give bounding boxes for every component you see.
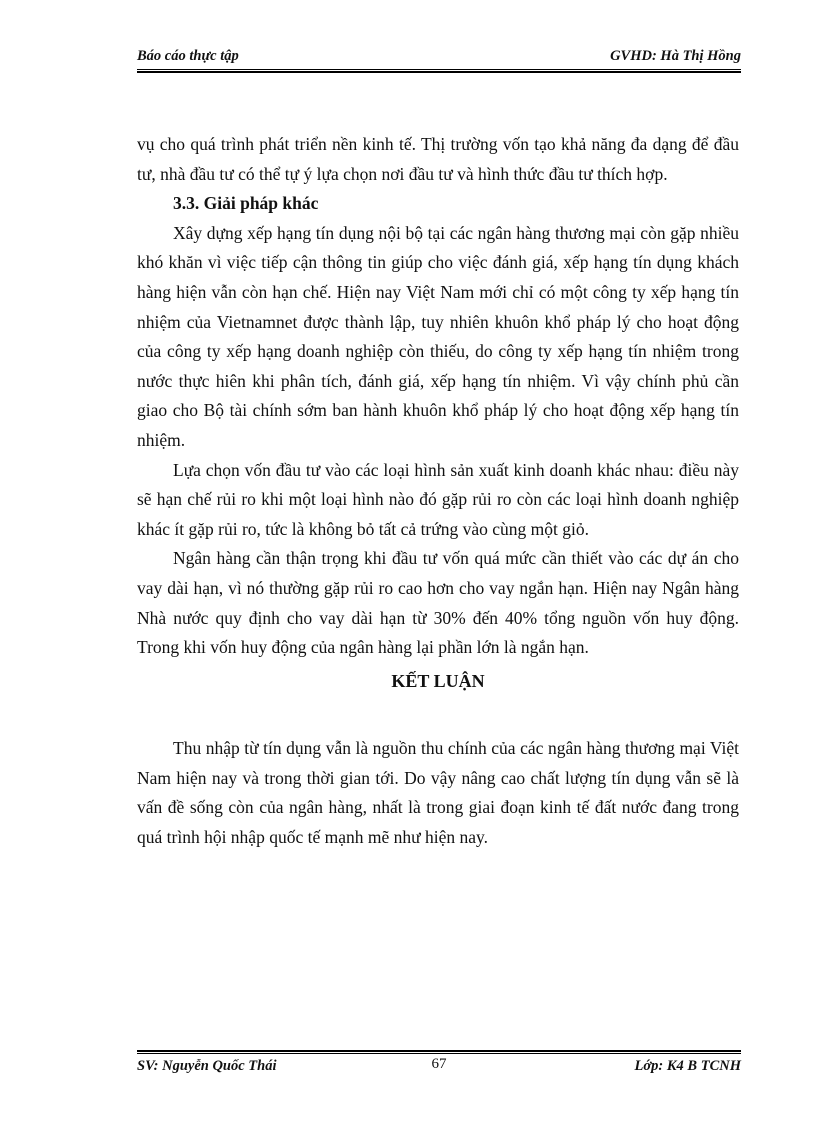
header-supervisor: GVHD: Hà Thị Hồng xyxy=(610,48,741,64)
paragraph-credit-rating: Xây dựng xếp hạng tín dụng nội bộ tại các ngân hàng thương mại còn gặp nhiều khó khăn vì việc tiếp cận thông tin giúp cho việc đánh giá, xếp hạng tín dụng khách hàng hiện vẫn còn hạn chế. Hiện nay Việt Nam mới chỉ có một công ty xếp hạng tín nhiệm của Vietnamnet được thành lập, tuy nhiên khuôn khổ pháp lý cho hoạt động của công ty xếp hạng doanh nghiệp còn thiếu, do công ty xếp hạng tín nhiệm trong nước thực hiên khi phân tích, đánh giá, xếp hạng tín nhiệm. Vì vậy chính phủ cần giao cho Bộ tài chính sớm ban hành khuôn khổ pháp lý cho hoạt động xếp hạng tín nhiệm. xyxy=(137,222,739,450)
footer-rule-thin xyxy=(137,1053,741,1054)
footer-rule-thick xyxy=(137,1050,741,1052)
body-content xyxy=(137,130,739,853)
header-rule-thick xyxy=(137,71,741,73)
page-header xyxy=(137,48,741,68)
section-heading: 3.3. Giải pháp khác xyxy=(173,193,319,214)
page-number: 67 xyxy=(431,1056,447,1072)
paragraph-conclusion: Thu nhập từ tín dụng vẫn là nguồn thu chính của các ngân hàng thương mại Việt Nam hiện nay và trong thời gian tới. Do vậy nâng cao chất lượng tín dụng vẫn sẽ là vấn đề sống còn của ngân hàng, nhất là trong giai đoạn kinh tế đất nước đang trong quá trình hội nhập quốc tế mạnh mẽ như hiện nay. xyxy=(137,738,739,848)
header-report-title: Báo cáo thực tập xyxy=(137,48,239,64)
spacer xyxy=(137,696,739,734)
paragraph-diversification: Lựa chọn vốn đầu tư vào các loại hình sản xuất kinh doanh khác nhau: điều này sẽ hạn chế rủi ro khi một loại hình nào đó gặp rủi ro còn các loại hình doanh nghiệp khác ít gặp rủi ro, tức là không bỏ tất cả trứng vào cùng một giỏ. xyxy=(137,459,739,539)
footer-class: Lớp: K4 B TCNH xyxy=(634,1058,741,1074)
header-rule-thin xyxy=(137,69,741,70)
conclusion-title: KẾT LUẬN xyxy=(391,670,485,691)
page-footer xyxy=(137,1056,741,1076)
paragraph-continuation: vụ cho quá trình phát triển nền kinh tế. Thị trường vốn tạo khả năng đa dạng để đầu tư, nhà đầu tư có thể tự ý lựa chọn nơi đầu tư và hình thức đầu tư thích hợp. xyxy=(137,134,739,184)
paragraph-long-term-lending: Ngân hàng cần thận trọng khi đầu tư vốn quá mức cần thiết vào các dự án cho vay dài hạn, vì nó thường gặp rủi ro cao hơn cho vay ngắn hạn. Hiện nay Ngân hàng Nhà nước quy định cho vay dài hạn từ 30% đến 40% tổng nguồn vốn huy động. Trong khi vốn huy động của ngân hàng lại phần lớn là ngắn hạn. xyxy=(137,548,739,658)
footer-student-name: SV: Nguyễn Quốc Thái xyxy=(137,1058,277,1074)
